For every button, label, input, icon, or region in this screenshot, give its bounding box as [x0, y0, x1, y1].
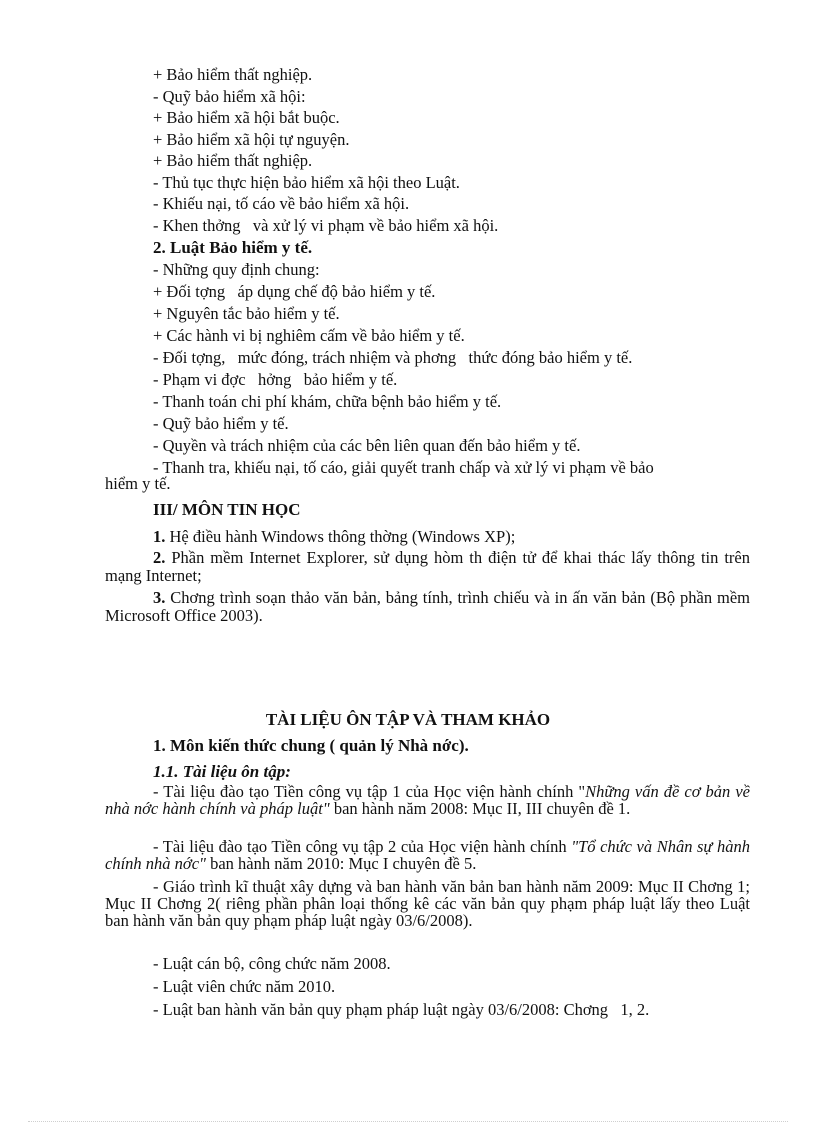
document-title: "Tổ chức và Nhân sự hành chính nhà nớc" — [105, 837, 750, 873]
section-heading-bhyt: 2. Luật Bảo hiểm y tế. — [153, 238, 313, 257]
item-text: ban hành năm 2008: Mục II, III chuyên đề 1. — [329, 799, 631, 818]
reference-item — [105, 783, 750, 817]
item-number: 1. — [153, 527, 166, 546]
item-text: - Tài liệu đào tạo Tiền công vụ tập 1 của Học viện hành chính " — [153, 782, 586, 801]
item-text: Chơng trình soạn thảo văn bản, bảng tính, trình chiếu và in ấn văn bản (Bộ phần mềm Microsoft Office 2003). — [105, 588, 750, 625]
list-item: + Bảo hiểm xã hội tự nguyện. — [153, 130, 350, 149]
reference-item: - Luật viên chức năm 2010. — [153, 977, 336, 996]
list-item — [105, 527, 750, 547]
list-item — [105, 589, 750, 625]
item-text: ban hành năm 2010: Mục I chuyên đề 5. — [205, 854, 477, 873]
reference-heading — [153, 736, 469, 756]
document-title: Những vấn đề cơ bản về nhà nớc hành chính và pháp luật" — [105, 782, 750, 818]
list-item: - Phạm vi đợc hởng bảo hiểm y tế. — [153, 370, 398, 389]
list-item: - Khiếu nại, tố cáo về bảo hiểm xã hội. — [153, 194, 410, 213]
reference-item — [105, 878, 750, 929]
list-item: + Các hành vi bị nghiêm cấm về bảo hiểm y tế. — [153, 326, 465, 345]
list-item: - Quyền và trách nhiệm của các bên liên quan đến bảo hiểm y tế. — [153, 436, 581, 455]
item-number: 3. — [153, 588, 166, 607]
list-item: - Khen thởng và xử lý vi phạm về bảo hiểm xã hội. — [153, 216, 499, 235]
page-bottom-divider — [28, 1121, 788, 1122]
list-item: - Quỹ bảo hiểm xã hội: — [153, 87, 306, 106]
list-item: + Đối tợng áp dụng chế độ bảo hiểm y tế. — [153, 282, 436, 301]
list-item — [105, 549, 750, 585]
item-text: - Giáo trình kĩ thuật xây dựng và ban hành văn bản ban hành năm 2009: Mục II Chơng 1; Mục II Chơng 2( riêng phần phân loại thống kê các văn bản quy phạm pháp luật lấy theo Luật ban hành văn bản quy phạm pháp luật ngày 03/6/2008). — [105, 877, 750, 930]
list-item: - Quỹ bảo hiểm y tế. — [153, 414, 289, 433]
list-item-continued: hiểm y tế. — [105, 474, 171, 493]
item-text: Phần mềm Internet Explorer, sử dụng hòm th điện tử để khai thác lấy thông tin trên mạng Internet; — [105, 548, 750, 585]
list-item: - Thanh tra, khiếu nại, tố cáo, giải quyết tranh chấp và xử lý vi phạm về bảo — [153, 458, 654, 477]
list-item: - Thủ tục thực hiện bảo hiểm xã hội theo Luật. — [153, 173, 460, 192]
reference-subheading: 1.1. Tài liệu ôn tập: — [153, 762, 291, 781]
list-item: + Bảo hiểm xã hội bắt buộc. — [153, 108, 340, 127]
list-item: - Những quy định chung: — [153, 260, 320, 279]
list-item: - Thanh toán chi phí khám, chữa bệnh bảo hiểm y tế. — [153, 392, 502, 411]
list-item: + Bảo hiểm thất nghiệp. — [153, 151, 313, 170]
reference-title: TÀI LIỆU ÔN TẬP VÀ THAM KHẢO — [265, 710, 551, 729]
item-text: - Tài liệu đào tạo Tiền công vụ tập 2 của Học viện hành chính — [153, 837, 572, 856]
section-heading-tin-hoc: III/ MÔN TIN HỌC — [153, 500, 301, 519]
list-item: + Bảo hiểm thất nghiệp. — [153, 65, 313, 84]
reference-item: - Luật cán bộ, công chức năm 2008. — [153, 954, 391, 973]
item-text: Hệ điều hành Windows thông thờng (Windows XP); — [165, 527, 516, 546]
reference-item: - Luật ban hành văn bản quy phạm pháp luật ngày 03/6/2008: Chơng 1, 2. — [153, 1000, 650, 1019]
heading-text: Môn kiến thức chung ( quản lý Nhà nớc). — [165, 736, 469, 755]
list-item: - Đối tợng, mức đóng, trách nhiệm và phơng thức đóng bảo hiểm y tế. — [153, 348, 633, 367]
reference-item — [105, 838, 750, 872]
heading-number: 1. — [153, 736, 166, 755]
list-item: + Nguyên tắc bảo hiểm y tế. — [153, 304, 340, 323]
item-number: 2. — [153, 548, 166, 567]
